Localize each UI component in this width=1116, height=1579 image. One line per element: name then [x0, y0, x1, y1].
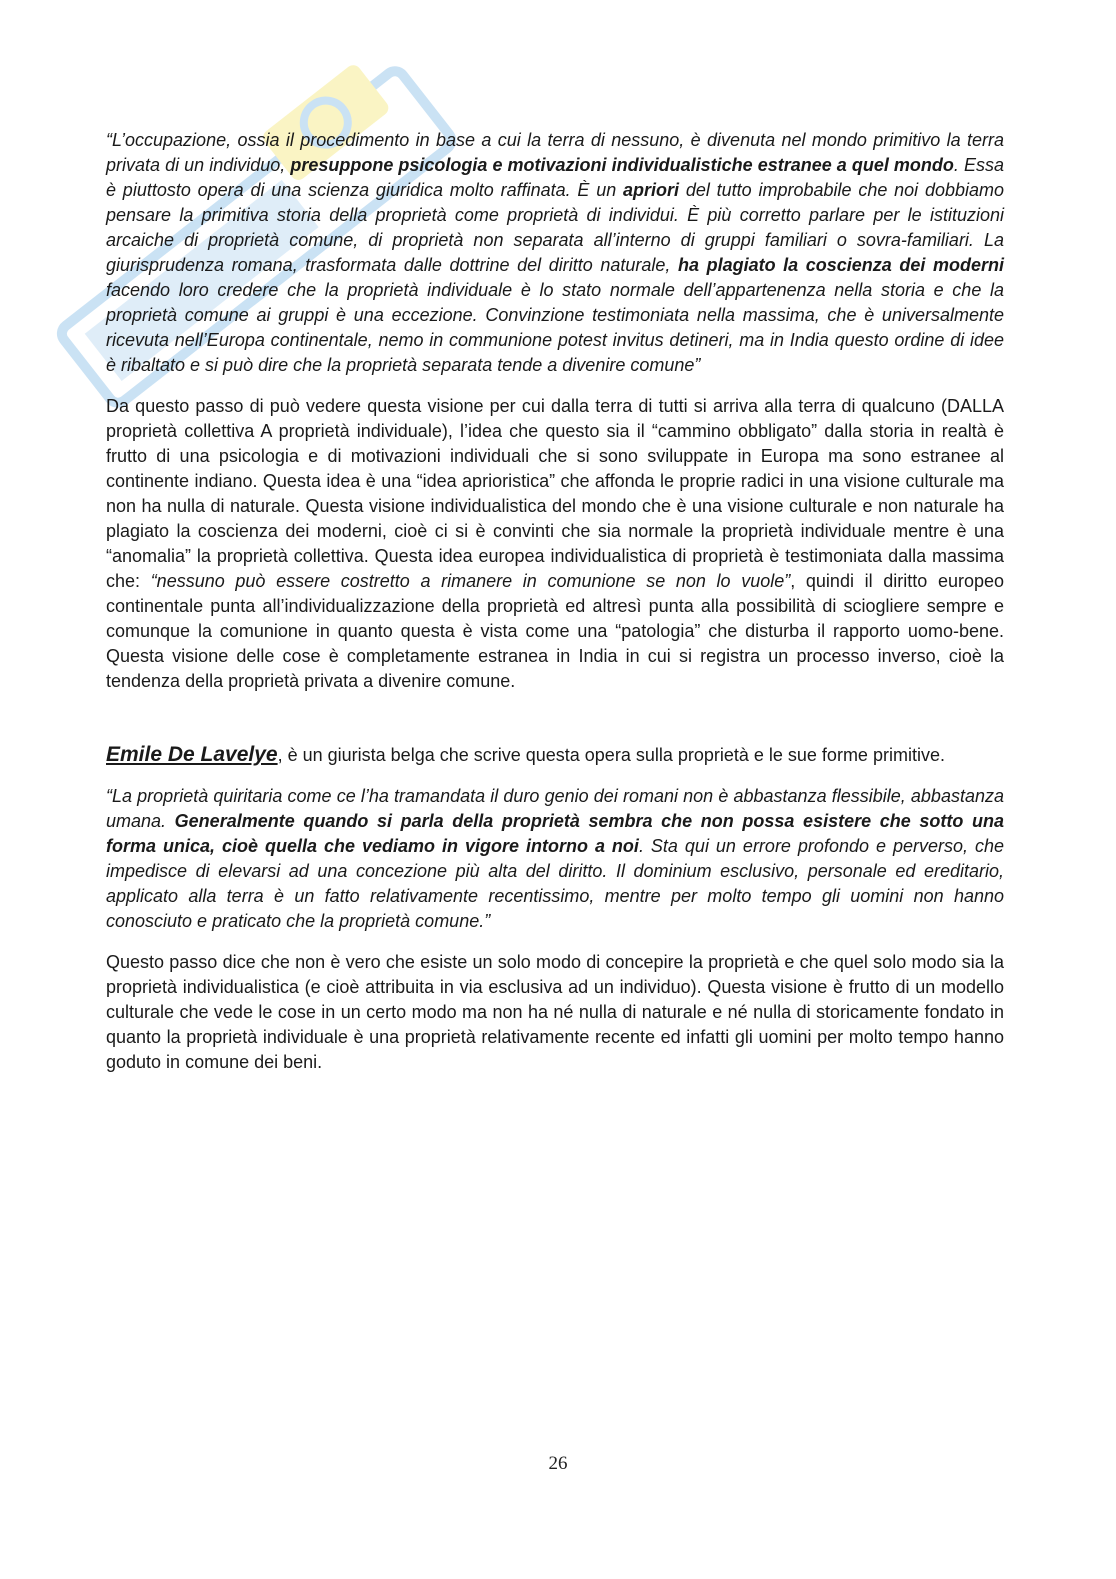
- author-name: Emile De Lavelye: [106, 743, 278, 766]
- page-number: 26: [548, 1453, 568, 1474]
- author-intro: [106, 742, 1004, 768]
- quote-1-bold-c: ha plagiato la coscienza dei moderni: [677, 255, 1004, 275]
- commentary-1-maxim: “nessuno può essere costretto a rimanere in comunione se non lo vuole”: [150, 571, 791, 591]
- quote-1-text-a: “L’occupazione, ossia il procedimento in base a cui la terra di nessuno, è divenuta nel mondo primitivo la terra privata di un individuo,: [106, 130, 1004, 175]
- quote-2-text-a: “La proprietà quiritaria come ce l’ha tramandata il duro genio dei romani non è abbastanza flessibile, abbastanza umana.: [106, 786, 1004, 831]
- quote-1-text-b: . Essa è piuttosto opera di una scienza giuridica molto raffinata. È un: [106, 155, 1004, 200]
- commentary-1: [106, 394, 1004, 694]
- quote-1-bold-a: presuppone psicologia e motivazioni individualistiche estranee a quel mondo: [290, 155, 954, 175]
- quote-2: [106, 784, 1004, 934]
- document-body: [106, 128, 1004, 1075]
- quote-1-text-c: del tutto improbabile che noi dobbiamo pensare la primitiva storia della proprietà come proprietà di individui. È più corretto parlare per le istituzioni arcaiche di proprietà comune, di proprietà non separata all’interno di gruppi familiari o sovra-familiari. La giurisprudenza romana, trasformata dalle dottrine del diritto naturale,: [106, 180, 1005, 275]
- quote-2-text-b: . Sta qui un errore profondo e perverso, che impedisce di elevarsi ad una concezione più alta del diritto. Il dominium esclusivo, personale ed ereditario, applicato alla terra è un fatto relativamente recentissimo, mentre per molto tempo gli uomini non hanno conosciuto e praticato che la proprietà comune.”: [106, 836, 1004, 931]
- quote-2-bold: Generalmente quando si parla della proprietà sembra che non possa esistere che sotto una forma unica, cioè quella che vediamo in vigore intorno a noi: [106, 811, 1004, 856]
- commentary-1-text-a: Da questo passo di può vedere questa visione per cui dalla terra di tutti si arriva alla terra di qualcuno (DALLA proprietà collettiva A proprietà individuale), l’idea che questo sia il “cammino obbligato” dalla storia in realtà è frutto di una psicologia e di motivazioni individuali che si sono sviluppate in Europa ma sono estranee al continente indiano. Questa idea è una “idea aprioristica” che affonda le proprie radici in una visione culturale ma non ha nulla di naturale. Questa visione individualistica del mondo che è una visione culturale e non naturale ha plagiato la coscienza dei moderni, cioè ci si è convinti che sia normale la proprietà individuale mentre è una “anomalia” la proprietà collettiva. Questa idea europea individualistica di proprietà è testimoniata dalla massima che:: [106, 396, 1004, 591]
- commentary-2: Questo passo dice che non è vero che esiste un solo modo di concepire la proprietà e che quel solo modo sia la proprietà individualistica (e cioè attribuita in via esclusiva ad un individuo). Questa visione è frutto di un modello culturale che vede le cose in un certo modo ma non ha né nulla di naturale e né nulla di storicamente fondato in quanto la proprietà individuale è una proprietà relativamente recente ed infatti gli uomini per molto tempo hanno goduto in comune dei beni.: [106, 952, 1004, 1072]
- commentary-1-text-b: , quindi il diritto europeo continentale punta all’individualizzazione della proprietà ed altresì punta alla possibilità di sciogliere sempre e comunque la comunione in quanto questa è vista come una “patologia” che disturba il rapporto uomo-bene. Questa visione delle cose è completamente estranea in India in cui si registra un processo inverso, cioè la tendenza della proprietà privata a divenire comune.: [106, 571, 1004, 691]
- quote-1: [106, 128, 1004, 378]
- author-intro-text: , è un giurista belga che scrive questa opera sulla proprietà e le sue forme primitive.: [277, 745, 945, 765]
- quote-1-bold-b: apriori: [623, 180, 680, 200]
- quote-1-text-d: facendo loro credere che la proprietà individuale è lo stato normale dell’appartenenza nella storia e che la proprietà comune ai gruppi è una eccezione. Convinzione testimoniata nella massima, che è universalmente ricevuta nell’Europa continentale, nemo in communione potest invitus detineri, ma in India questo ordine di idee è ribaltato e si può dire che la proprietà separata tende a divenire comune”: [106, 280, 1004, 375]
